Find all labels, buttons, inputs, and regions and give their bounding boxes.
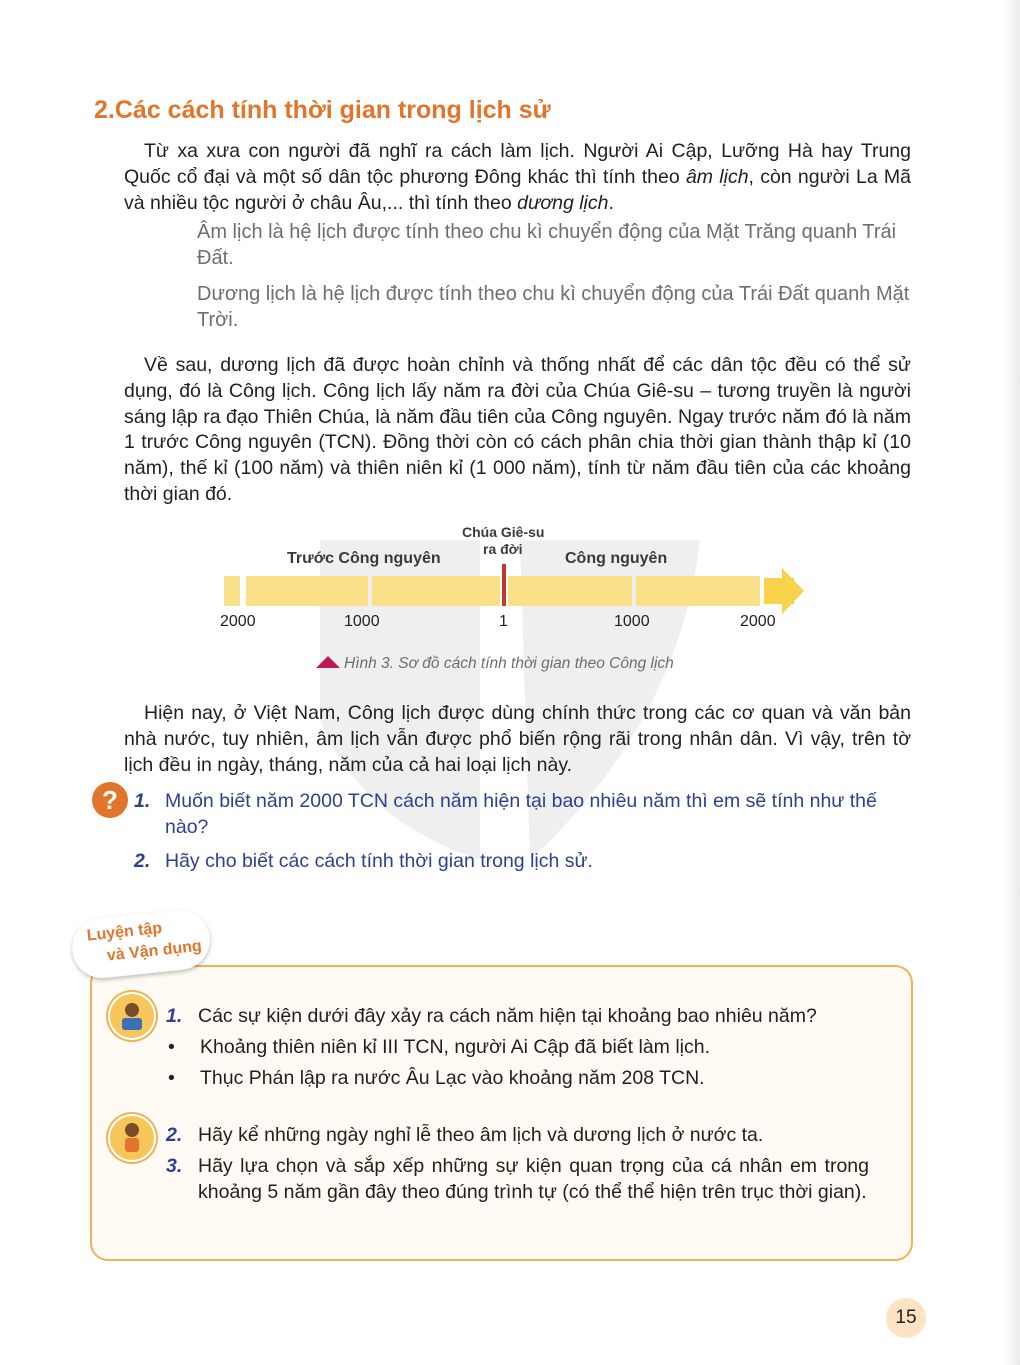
question-number: 2. — [134, 850, 151, 872]
exercise-2 — [166, 1123, 871, 1149]
practice-tag-line2: và Vận dụng — [106, 937, 203, 965]
event-label-line2: ra đời — [483, 541, 523, 557]
section-title — [94, 96, 551, 125]
tick-2000-bc: 2000 — [220, 613, 256, 630]
birth-marker — [502, 564, 506, 606]
practice-tag-line1: Luyện tập — [85, 919, 163, 945]
exercise-number: 2. — [166, 1124, 183, 1146]
term-lunar: âm lịch — [685, 165, 749, 188]
definition-solar: Dương lịch là hệ lịch được tính theo chu kì chuyển động của Trái Đất quanh Mặt Trời. — [197, 283, 910, 331]
page-number: 15 — [886, 1298, 926, 1338]
question-text: Muốn biết năm 2000 TCN cách năm hiện tại bao nhiêu năm thì em sẽ tính như thế nào? — [165, 790, 877, 838]
bullet: • — [168, 1067, 175, 1089]
label-before-christ: Trước Công nguyên — [287, 550, 441, 567]
paragraph-vietnam: Hiện nay, ở Việt Nam, Công lịch được dùng chính thức trong các cơ quan và văn bản nhà nước, tuy nhiên, âm lịch vẫn được phổ biến rộng rãi trong nhân dân. Vì vậy, trên tờ lịch đều in ngày, tháng, năm của cả hai loại lịch này. — [124, 702, 911, 776]
section-title-text: Các cách tính thời gian trong lịch sử — [114, 96, 551, 124]
label-common-era: Công nguyên — [565, 550, 668, 567]
question-text: Hãy cho biết các cách tính thời gian trong lịch sử. — [165, 850, 593, 872]
caption-text: Hình 3. Sơ đồ cách tính thời gian theo Công lịch — [344, 655, 674, 672]
question-1 — [134, 789, 911, 840]
figure-caption — [316, 655, 674, 673]
tick-1: 1 — [499, 613, 508, 630]
timeline-segment — [508, 576, 632, 606]
timeline-segment — [372, 576, 500, 606]
intro-text-3: . — [608, 191, 614, 214]
exercise-1 — [166, 1004, 871, 1030]
tick-1000-bc: 1000 — [344, 613, 380, 630]
creative-activity-icon — [108, 1114, 156, 1162]
exercise-1-bullet-2 — [166, 1066, 871, 1092]
timeline-diagram — [210, 520, 820, 650]
question-mark-icon: ? — [92, 782, 128, 818]
intro-text-1: Từ xa xưa con người đã nghĩ ra cách làm lịch. Người Ai Cập, Lưỡng Hà hay Trung Quốc cổ đại và một số dân tộc phương Đông khác thì tính theo — [124, 140, 911, 188]
term-solar: dương lịch — [517, 191, 609, 214]
study-activity-icon — [108, 992, 156, 1040]
intro-text-2: , còn người La Mã và nhiều tộc người ở châu Âu,... thì tính theo — [124, 165, 911, 214]
question-number: 1. — [134, 790, 151, 812]
exercise-text: Hãy kể những ngày nghỉ lễ theo âm lịch và dương lịch ở nước ta. — [198, 1124, 764, 1146]
tick-1000-ad: 1000 — [614, 613, 650, 630]
exercise-1-bullet-1 — [166, 1035, 871, 1061]
timeline-segment — [246, 576, 368, 606]
exercise-text: Các sự kiện dưới đây xảy ra cách năm hiện tại khoảng bao nhiêu năm? — [198, 1005, 817, 1027]
exercise-text: Hãy lựa chọn và sắp xếp những sự kiện quan trọng của cá nhân em trong khoảng 5 năm gần đây theo đúng trình tự (có thể thể hiện trên trục thời gian). — [198, 1155, 869, 1203]
timeline-arrow-head — [782, 568, 804, 614]
timeline-segment — [224, 576, 240, 606]
bullet-text: Thục Phán lập ra nước Âu Lạc vào khoảng năm 208 TCN. — [200, 1067, 705, 1089]
question-2 — [134, 849, 911, 875]
caption-triangle-icon — [316, 656, 340, 668]
exercise-number: 3. — [166, 1155, 183, 1177]
section-number: 2. — [94, 96, 115, 124]
exercise-number: 1. — [166, 1005, 183, 1027]
tick-2000-ad: 2000 — [740, 613, 776, 630]
definition-lunar: Âm lịch là hệ lịch được tính theo chu kì chuyển động của Mặt Trăng quanh Trái Đất. — [197, 221, 897, 269]
paragraph-gregorian: Về sau, dương lịch đã được hoàn chỉnh và thống nhất để các dân tộc đều có thể sử dụng, đó là Công lịch. Công lịch lấy năm ra đời của Chúa Giê-su – tương truyền là người sáng lập ra đạo Thiên Chúa, là năm đầu tiên của Công nguyên. Ngay trước năm đó là năm 1 trước Công nguyên (TCN). Đồng thời còn có cách phân chia thời gian thành thập kỉ (10 năm), thế kỉ (100 năm) và thiên niên kỉ (1 000 năm), tính từ năm đầu tiên của các khoảng thời gian đó. — [124, 354, 911, 505]
bullet: • — [168, 1036, 175, 1058]
event-label-line1: Chúa Giê-su — [462, 524, 545, 540]
exercise-3 — [166, 1154, 871, 1205]
intro-paragraph — [124, 139, 911, 216]
page-edge-shade — [1004, 0, 1020, 1365]
bullet-text: Khoảng thiên niên kỉ III TCN, người Ai Cập đã biết làm lịch. — [200, 1036, 710, 1058]
timeline-segment — [636, 576, 760, 606]
